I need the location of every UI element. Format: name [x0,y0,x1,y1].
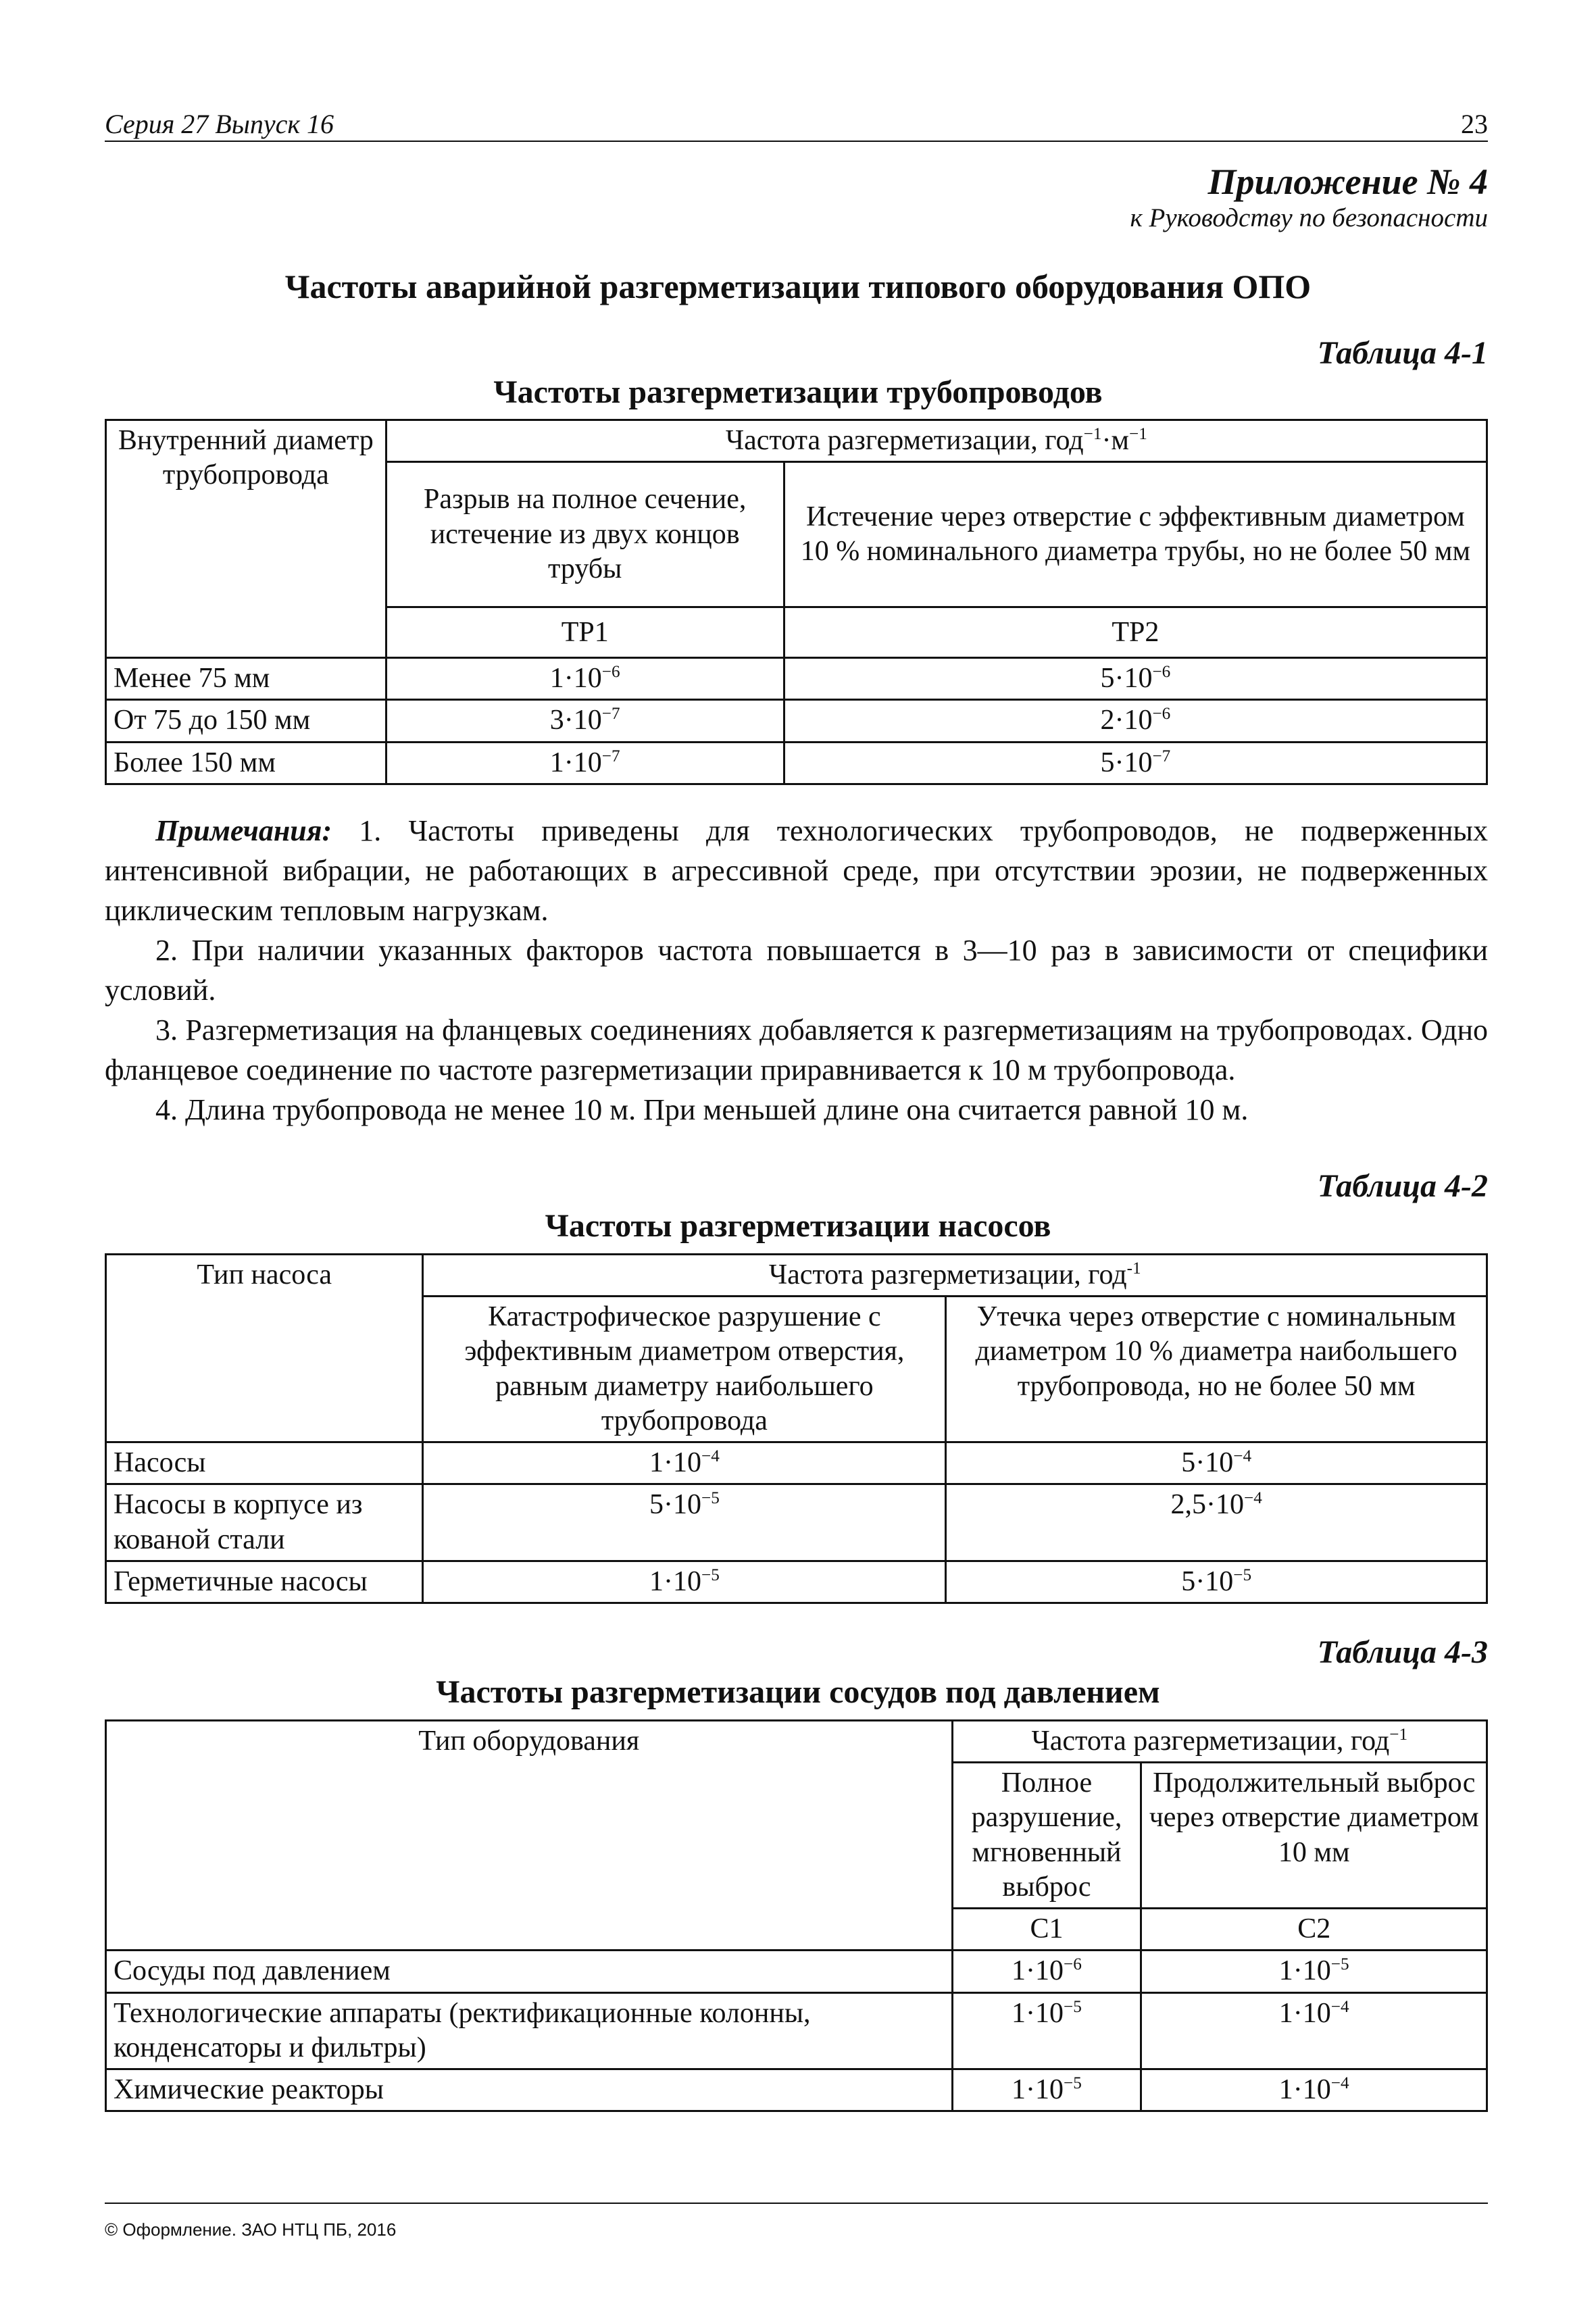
table3-code1: C1 [952,1909,1141,1951]
table1-code1: TP1 [386,607,784,658]
table1-label: Таблица 4-1 [1317,335,1488,371]
table1-col0-header: Внутренний диаметр трубопровода [106,420,386,658]
table3-col2-header: Продолжительный выброс через отверстие диаметром 10 мм [1141,1763,1487,1909]
table-row: Химические реакторы $1\cdot 10^{-5}$ $1\cdot 10^{-4}$ [106,2069,1487,2111]
table-row: Более 150 мм $1\cdot 10^{-7}$ $5\cdot 10^{-7}$ [106,742,1487,784]
note-4: 4. Длина трубопровода не менее 10 м. При меньшей длине она считается равной 10 м. [155,1093,1249,1126]
table1-title: Частоты разгерметизации трубопроводов [493,374,1103,410]
table2-col1-header: Катастрофическое разрушение с эффективным диаметром отверстия, равным диаметру наибольшего трубопровода [423,1297,946,1442]
note-3: 3. Разгерметизация на фланцевых соединениях добавляется к разгерметизациям на трубопроводах. Одно фланцевое соединение по частоте разгерметизации приравнивается к 10 м трубопровода. [105,1013,1488,1086]
table1-code2: TP2 [784,607,1487,658]
table2-group-header: Частота разгерметизации, год$^{-1}$ [423,1255,1487,1297]
table2-col0-header: Тип насоса [106,1255,423,1442]
footer-rule [105,2203,1488,2204]
table2-label: Таблица 4-2 [1317,1168,1488,1204]
table2-title: Частоты разгерметизации насосов [545,1208,1051,1244]
table1-group-header: Частота разгерметизации, $год^{-1}\cdot м^{-1}$ [386,420,1487,462]
table-row: Технологические аппараты (ректификационные колонны, конденсаторы и фильтры) $1\cdot 10^{-5}$ $1\cdot 10^{-4}$ [106,1992,1487,2069]
table3 [105,1719,1488,2112]
document-title: Частоты аварийной разгерметизации типового оборудования ОПО [284,268,1312,305]
table-row: Сосуды под давлением $1\cdot 10^{-6}$ $1\cdot 10^{-5}$ [106,1951,1487,1992]
table-row: От 75 до 150 мм $3\cdot 10^{-7}$ $2\cdot 10^{-6}$ [106,700,1487,742]
table3-col1-header: Полное разрушение, мгновенный выброс [952,1763,1141,1909]
table1-col2-header: Истечение через отверстие с эффективным диаметром 10 % номинального диаметра трубы, но не более 50 мм [784,462,1487,607]
table3-title: Частоты разгерметизации сосудов под давлением [436,1674,1160,1710]
running-header: Серия 27 Выпуск 16 [105,109,334,139]
table-row: Герметичные насосы $1\cdot 10^{-5}$ $5\cdot 10^{-5}$ [106,1561,1487,1603]
table-row: Насосы в корпусе из кованой стали $5\cdot 10^{-5}$ $2,5\cdot 10^{-4}$ [106,1484,1487,1561]
table3-group-header: Частота разгерметизации, год$^{-1}$ [952,1721,1487,1763]
note-2: 2. При наличии указанных факторов частота повышается в 3—10 раз в зависимости от специфики условий. [105,934,1488,1007]
table-row: Менее 75 мм $1\cdot 10^{-6}$ $5\cdot 10^{-6}$ [106,658,1487,700]
appendix-subtitle: к Руководству по безопасности [1130,203,1488,232]
table2-col2-header: Утечка через отверстие с номинальным диаметром 10 % диаметра наибольшего трубопровода, но не более 50 мм [946,1297,1487,1442]
note-1: Примечания: 1. Частоты приведены для технологических трубопроводов, не подверженных интенсивной вибрации, не работающих в агрессивной среде, при отсутствии эрозии, не подверженных циклическим тепловым нагрузкам. [105,814,1488,927]
table1 [105,419,1488,785]
notes [105,811,1488,1130]
table3-label: Таблица 4-3 [1317,1634,1488,1670]
copyright-footer: © Оформление. ЗАО НТЦ ПБ, 2016 [105,2219,397,2240]
table3-col0-header: Тип оборудования [106,1721,953,1951]
header-rule [105,141,1488,142]
appendix-title: Приложение № 4 [1207,161,1488,202]
table2 [105,1253,1488,1604]
page-number: 23 [1461,109,1488,139]
table1-col1-header: Разрыв на полное сечение, истечение из двух концов трубы [386,462,784,607]
table-row: Насосы $1\cdot 10^{-4}$ $5\cdot 10^{-4}$ [106,1442,1487,1484]
table3-code2: C2 [1141,1909,1487,1951]
